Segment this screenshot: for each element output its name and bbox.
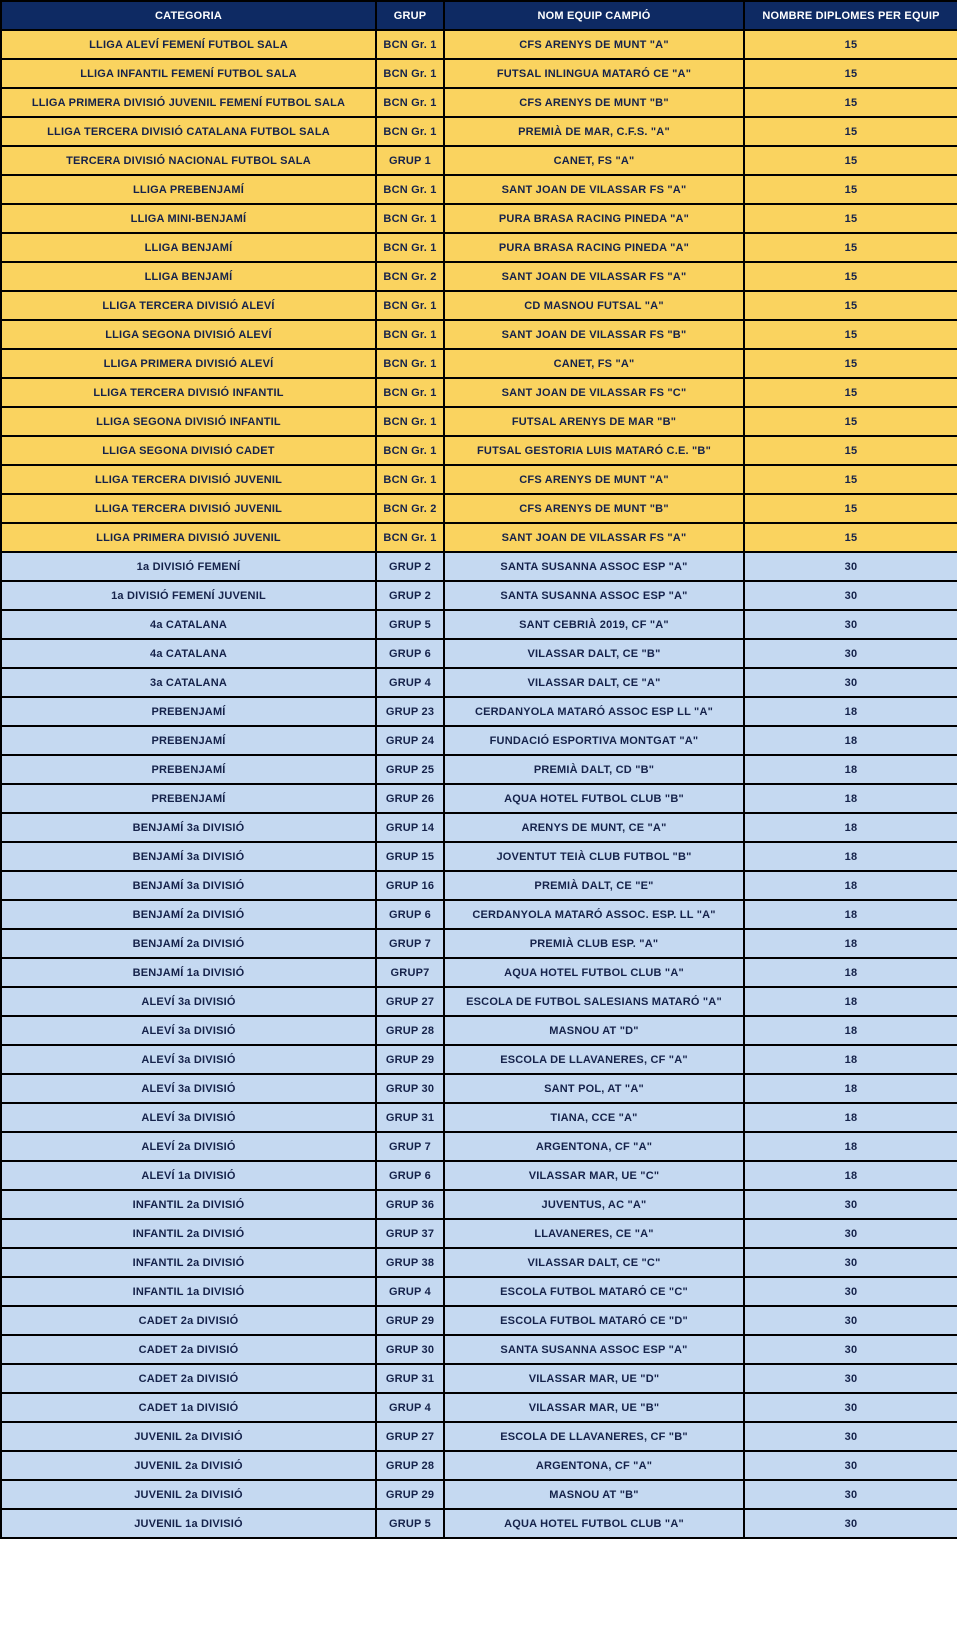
cell-categoria: INFANTIL 2a DIVISIÓ [1, 1190, 376, 1219]
cell-equip: SANTA SUSANNA ASSOC ESP "A" [444, 552, 744, 581]
cell-diplomes: 30 [744, 610, 957, 639]
table-row [1, 465, 957, 494]
cell-grup: BCN Gr. 1 [376, 204, 444, 233]
cell-categoria: LLIGA SEGONA DIVISIÓ CADET [1, 436, 376, 465]
cell-equip: SANTA SUSANNA ASSOC ESP "A" [444, 581, 744, 610]
cell-grup: BCN Gr. 2 [376, 262, 444, 291]
table-row [1, 436, 957, 465]
cell-categoria: 4a CATALANA [1, 610, 376, 639]
table-row [1, 1132, 957, 1161]
table-row [1, 581, 957, 610]
cell-grup: BCN Gr. 1 [376, 523, 444, 552]
table-row [1, 407, 957, 436]
cell-grup: GRUP 27 [376, 1422, 444, 1451]
cell-categoria: ALEVÍ 3a DIVISIÓ [1, 1016, 376, 1045]
cell-grup: GRUP 25 [376, 755, 444, 784]
table-row [1, 1161, 957, 1190]
cell-grup: BCN Gr. 1 [376, 349, 444, 378]
cell-equip: SANT JOAN DE VILASSAR FS "C" [444, 378, 744, 407]
table-row [1, 1364, 957, 1393]
table-row [1, 88, 957, 117]
cell-categoria: CADET 2a DIVISIÓ [1, 1306, 376, 1335]
cell-grup: BCN Gr. 1 [376, 117, 444, 146]
cell-equip: ARGENTONA, CF "A" [444, 1132, 744, 1161]
cell-diplomes: 15 [744, 378, 957, 407]
cell-diplomes: 18 [744, 1132, 957, 1161]
cell-equip: SANT JOAN DE VILASSAR FS "A" [444, 523, 744, 552]
cell-equip: MASNOU AT "B" [444, 1480, 744, 1509]
cell-diplomes: 18 [744, 987, 957, 1016]
cell-equip: CERDANYOLA MATARÓ ASSOC ESP LL "A" [444, 697, 744, 726]
cell-grup: GRUP 29 [376, 1480, 444, 1509]
column-header-nombre-diplomes: NOMBRE DIPLOMES PER EQUIP [744, 1, 957, 30]
cell-equip: JUVENTUS, AC "A" [444, 1190, 744, 1219]
cell-grup: GRUP 29 [376, 1306, 444, 1335]
table-row [1, 1306, 957, 1335]
cell-categoria: BENJAMÍ 2a DIVISIÓ [1, 900, 376, 929]
cell-equip: AQUA HOTEL FUTBOL CLUB "A" [444, 1509, 744, 1538]
cell-categoria: ALEVÍ 3a DIVISIÓ [1, 1045, 376, 1074]
cell-equip: JOVENTUT TEIÀ CLUB FUTBOL "B" [444, 842, 744, 871]
cell-categoria: ALEVÍ 3a DIVISIÓ [1, 1074, 376, 1103]
table-row [1, 1451, 957, 1480]
cell-diplomes: 15 [744, 175, 957, 204]
cell-diplomes: 30 [744, 639, 957, 668]
cell-grup: GRUP 31 [376, 1103, 444, 1132]
cell-grup: GRUP 6 [376, 1161, 444, 1190]
table-row [1, 59, 957, 88]
cell-equip: PREMIÀ CLUB ESP. "A" [444, 929, 744, 958]
table-row [1, 1074, 957, 1103]
table-row [1, 291, 957, 320]
cell-equip: VILASSAR MAR, UE "D" [444, 1364, 744, 1393]
cell-equip: FUNDACIÓ ESPORTIVA MONTGAT "A" [444, 726, 744, 755]
table-row [1, 639, 957, 668]
cell-equip: CANET, FS "A" [444, 146, 744, 175]
cell-diplomes: 18 [744, 900, 957, 929]
cell-diplomes: 15 [744, 436, 957, 465]
cell-grup: GRUP 28 [376, 1016, 444, 1045]
cell-diplomes: 30 [744, 1480, 957, 1509]
cell-grup: GRUP 38 [376, 1248, 444, 1277]
cell-diplomes: 30 [744, 1509, 957, 1538]
cell-diplomes: 18 [744, 958, 957, 987]
cell-diplomes: 30 [744, 552, 957, 581]
cell-grup: GRUP 4 [376, 1277, 444, 1306]
cell-grup: GRUP 30 [376, 1074, 444, 1103]
cell-equip: CFS ARENYS DE MUNT "B" [444, 494, 744, 523]
cell-diplomes: 30 [744, 1335, 957, 1364]
cell-equip: FUTSAL ARENYS DE MAR "B" [444, 407, 744, 436]
cell-categoria: INFANTIL 1a DIVISIÓ [1, 1277, 376, 1306]
cell-grup: BCN Gr. 1 [376, 465, 444, 494]
cell-diplomes: 30 [744, 668, 957, 697]
cell-categoria: BENJAMÍ 3a DIVISIÓ [1, 842, 376, 871]
column-header-grup: GRUP [376, 1, 444, 30]
column-header-categoria: CATEGORIA [1, 1, 376, 30]
cell-grup: GRUP 7 [376, 1132, 444, 1161]
cell-grup: GRUP 5 [376, 1509, 444, 1538]
table-row [1, 1190, 957, 1219]
cell-equip: ESCOLA DE FUTBOL SALESIANS MATARÓ "A" [444, 987, 744, 1016]
table-row [1, 1277, 957, 1306]
cell-categoria: LLIGA MINI-BENJAMÍ [1, 204, 376, 233]
cell-grup: GRUP 4 [376, 668, 444, 697]
cell-categoria: JUVENIL 2a DIVISIÓ [1, 1451, 376, 1480]
cell-grup: BCN Gr. 1 [376, 320, 444, 349]
cell-categoria: LLIGA ALEVÍ FEMENÍ FUTBOL SALA [1, 30, 376, 59]
cell-equip: SANT JOAN DE VILASSAR FS "B" [444, 320, 744, 349]
cell-grup: GRUP 5 [376, 610, 444, 639]
cell-categoria: LLIGA PREBENJAMÍ [1, 175, 376, 204]
cell-grup: GRUP 7 [376, 929, 444, 958]
table-row [1, 233, 957, 262]
cell-grup: BCN Gr. 1 [376, 407, 444, 436]
cell-categoria: ALEVÍ 1a DIVISIÓ [1, 1161, 376, 1190]
table-row [1, 900, 957, 929]
cell-diplomes: 30 [744, 1422, 957, 1451]
cell-diplomes: 18 [744, 1161, 957, 1190]
cell-equip: SANT JOAN DE VILASSAR FS "A" [444, 175, 744, 204]
cell-categoria: INFANTIL 2a DIVISIÓ [1, 1248, 376, 1277]
cell-grup: GRUP 1 [376, 146, 444, 175]
table-row [1, 755, 957, 784]
cell-diplomes: 15 [744, 30, 957, 59]
table-row [1, 987, 957, 1016]
table-row [1, 784, 957, 813]
cell-equip: FUTSAL INLINGUA MATARÓ CE "A" [444, 59, 744, 88]
cell-categoria: CADET 2a DIVISIÓ [1, 1364, 376, 1393]
cell-grup: BCN Gr. 1 [376, 30, 444, 59]
cell-diplomes: 30 [744, 1393, 957, 1422]
table-row [1, 668, 957, 697]
table-row [1, 1335, 957, 1364]
cell-categoria: LLIGA TERCERA DIVISIÓ JUVENIL [1, 494, 376, 523]
cell-diplomes: 30 [744, 1364, 957, 1393]
cell-grup: GRUP 31 [376, 1364, 444, 1393]
cell-equip: AQUA HOTEL FUTBOL CLUB "B" [444, 784, 744, 813]
cell-categoria: LLIGA TERCERA DIVISIÓ ALEVÍ [1, 291, 376, 320]
cell-grup: GRUP 4 [376, 1393, 444, 1422]
table-row [1, 1219, 957, 1248]
table-body [1, 30, 957, 1538]
cell-grup: GRUP 2 [376, 581, 444, 610]
cell-categoria: BENJAMÍ 2a DIVISIÓ [1, 929, 376, 958]
cell-equip: VILASSAR DALT, CE "B" [444, 639, 744, 668]
cell-categoria: INFANTIL 2a DIVISIÓ [1, 1219, 376, 1248]
table-row [1, 494, 957, 523]
cell-diplomes: 30 [744, 581, 957, 610]
cell-grup: BCN Gr. 1 [376, 175, 444, 204]
cell-grup: BCN Gr. 1 [376, 436, 444, 465]
cell-diplomes: 18 [744, 871, 957, 900]
cell-categoria: ALEVÍ 3a DIVISIÓ [1, 1103, 376, 1132]
cell-diplomes: 15 [744, 146, 957, 175]
cell-diplomes: 18 [744, 813, 957, 842]
cell-diplomes: 15 [744, 59, 957, 88]
cell-equip: FUTSAL GESTORIA LUIS MATARÓ C.E. "B" [444, 436, 744, 465]
cell-equip: CFS ARENYS DE MUNT "A" [444, 465, 744, 494]
cell-categoria: BENJAMÍ 3a DIVISIÓ [1, 871, 376, 900]
cell-equip: VILASSAR MAR, UE "B" [444, 1393, 744, 1422]
table-row [1, 175, 957, 204]
cell-equip: CERDANYOLA MATARÓ ASSOC. ESP. LL "A" [444, 900, 744, 929]
cell-diplomes: 15 [744, 88, 957, 117]
cell-categoria: 3a CATALANA [1, 668, 376, 697]
cell-equip: PURA BRASA RACING PINEDA "A" [444, 204, 744, 233]
cell-grup: GRUP 24 [376, 726, 444, 755]
cell-equip: VILASSAR DALT, CE "C" [444, 1248, 744, 1277]
cell-grup: BCN Gr. 1 [376, 59, 444, 88]
cell-grup: BCN Gr. 1 [376, 378, 444, 407]
header-row [1, 1, 957, 30]
cell-categoria: LLIGA TERCERA DIVISIÓ INFANTIL [1, 378, 376, 407]
table-row [1, 1103, 957, 1132]
cell-categoria: LLIGA BENJAMÍ [1, 262, 376, 291]
cell-categoria: JUVENIL 1a DIVISIÓ [1, 1509, 376, 1538]
cell-equip: AQUA HOTEL FUTBOL CLUB "A" [444, 958, 744, 987]
table-row [1, 552, 957, 581]
cell-equip: TIANA, CCE "A" [444, 1103, 744, 1132]
cell-grup: GRUP 6 [376, 900, 444, 929]
cell-diplomes: 30 [744, 1219, 957, 1248]
cell-grup: GRUP7 [376, 958, 444, 987]
cell-equip: MASNOU AT "D" [444, 1016, 744, 1045]
table-row [1, 378, 957, 407]
cell-equip: PREMIÀ DE MAR, C.F.S. "A" [444, 117, 744, 146]
cell-diplomes: 18 [744, 697, 957, 726]
cell-equip: CANET, FS "A" [444, 349, 744, 378]
cell-diplomes: 15 [744, 117, 957, 146]
table-row [1, 1016, 957, 1045]
cell-diplomes: 15 [744, 204, 957, 233]
cell-equip: PURA BRASA RACING PINEDA "A" [444, 233, 744, 262]
cell-grup: GRUP 37 [376, 1219, 444, 1248]
table-row [1, 697, 957, 726]
cell-grup: GRUP 30 [376, 1335, 444, 1364]
table-row [1, 958, 957, 987]
cell-diplomes: 30 [744, 1190, 957, 1219]
cell-categoria: LLIGA INFANTIL FEMENÍ FUTBOL SALA [1, 59, 376, 88]
cell-grup: GRUP 36 [376, 1190, 444, 1219]
cell-categoria: 4a CATALANA [1, 639, 376, 668]
cell-grup: GRUP 23 [376, 697, 444, 726]
cell-diplomes: 30 [744, 1248, 957, 1277]
cell-categoria: TERCERA DIVISIÓ NACIONAL FUTBOL SALA [1, 146, 376, 175]
table-row [1, 117, 957, 146]
cell-equip: ESCOLA FUTBOL MATARÓ CE "D" [444, 1306, 744, 1335]
cell-categoria: ALEVÍ 3a DIVISIÓ [1, 987, 376, 1016]
cell-categoria: PREBENJAMÍ [1, 697, 376, 726]
table-row [1, 523, 957, 552]
cell-equip: PREMIÀ DALT, CE "E" [444, 871, 744, 900]
cell-diplomes: 18 [744, 726, 957, 755]
cell-equip: ESCOLA DE LLAVANERES, CF "A" [444, 1045, 744, 1074]
table-row [1, 1393, 957, 1422]
cell-equip: ESCOLA FUTBOL MATARÓ CE "C" [444, 1277, 744, 1306]
cell-equip: SANT POL, AT "A" [444, 1074, 744, 1103]
cell-equip: SANTA SUSANNA ASSOC ESP "A" [444, 1335, 744, 1364]
cell-categoria: LLIGA TERCERA DIVISIÓ CATALANA FUTBOL SALA [1, 117, 376, 146]
cell-categoria: LLIGA SEGONA DIVISIÓ ALEVÍ [1, 320, 376, 349]
cell-grup: GRUP 6 [376, 639, 444, 668]
cell-categoria: LLIGA SEGONA DIVISIÓ INFANTIL [1, 407, 376, 436]
cell-equip: ARENYS DE MUNT, CE "A" [444, 813, 744, 842]
cell-diplomes: 18 [744, 1103, 957, 1132]
cell-equip: LLAVANERES, CE "A" [444, 1219, 744, 1248]
table-row [1, 1480, 957, 1509]
cell-categoria: LLIGA BENJAMÍ [1, 233, 376, 262]
cell-categoria: JUVENIL 2a DIVISIÓ [1, 1480, 376, 1509]
cell-diplomes: 15 [744, 233, 957, 262]
cell-categoria: 1a DIVISIÓ FEMENÍ JUVENIL [1, 581, 376, 610]
table-row [1, 320, 957, 349]
cell-diplomes: 15 [744, 262, 957, 291]
table-row [1, 871, 957, 900]
table-row [1, 813, 957, 842]
table-row [1, 726, 957, 755]
cell-categoria: CADET 2a DIVISIÓ [1, 1335, 376, 1364]
cell-categoria: PREBENJAMÍ [1, 726, 376, 755]
cell-grup: GRUP 28 [376, 1451, 444, 1480]
table-row [1, 262, 957, 291]
cell-diplomes: 18 [744, 1045, 957, 1074]
cell-equip: VILASSAR MAR, UE "C" [444, 1161, 744, 1190]
cell-categoria: ALEVÍ 2a DIVISIÓ [1, 1132, 376, 1161]
cell-categoria: PREBENJAMÍ [1, 755, 376, 784]
cell-categoria: CADET 1a DIVISIÓ [1, 1393, 376, 1422]
table-row [1, 204, 957, 233]
cell-diplomes: 15 [744, 349, 957, 378]
cell-grup: GRUP 26 [376, 784, 444, 813]
cell-diplomes: 30 [744, 1451, 957, 1480]
table-row [1, 842, 957, 871]
cell-diplomes: 18 [744, 842, 957, 871]
table-row [1, 1509, 957, 1538]
cell-equip: CD MASNOU FUTSAL "A" [444, 291, 744, 320]
cell-equip: CFS ARENYS DE MUNT "B" [444, 88, 744, 117]
cell-categoria: BENJAMÍ 3a DIVISIÓ [1, 813, 376, 842]
cell-grup: GRUP 2 [376, 552, 444, 581]
cell-grup: GRUP 29 [376, 1045, 444, 1074]
cell-categoria: PREBENJAMÍ [1, 784, 376, 813]
cell-diplomes: 18 [744, 784, 957, 813]
cell-diplomes: 18 [744, 1016, 957, 1045]
table-row [1, 1248, 957, 1277]
table-row [1, 929, 957, 958]
cell-equip: PREMIÀ DALT, CD "B" [444, 755, 744, 784]
cell-diplomes: 30 [744, 1277, 957, 1306]
cell-diplomes: 15 [744, 407, 957, 436]
cell-diplomes: 18 [744, 755, 957, 784]
table-row [1, 1045, 957, 1074]
cell-grup: BCN Gr. 1 [376, 233, 444, 262]
cell-categoria: LLIGA PRIMERA DIVISIÓ ALEVÍ [1, 349, 376, 378]
cell-categoria: JUVENIL 2a DIVISIÓ [1, 1422, 376, 1451]
cell-categoria: 1a DIVISIÓ FEMENÍ [1, 552, 376, 581]
cell-grup: BCN Gr. 1 [376, 88, 444, 117]
cell-diplomes: 15 [744, 523, 957, 552]
cell-grup: GRUP 15 [376, 842, 444, 871]
table-row [1, 146, 957, 175]
cell-equip: CFS ARENYS DE MUNT "A" [444, 30, 744, 59]
table-row [1, 1422, 957, 1451]
cell-grup: BCN Gr. 1 [376, 291, 444, 320]
cell-equip: ESCOLA DE LLAVANERES, CF "B" [444, 1422, 744, 1451]
cell-categoria: LLIGA PRIMERA DIVISIÓ JUVENIL [1, 523, 376, 552]
cell-grup: GRUP 14 [376, 813, 444, 842]
column-header-nom-equip-campio: NOM EQUIP CAMPIÓ [444, 1, 744, 30]
cell-diplomes: 15 [744, 494, 957, 523]
cell-grup: BCN Gr. 2 [376, 494, 444, 523]
cell-diplomes: 18 [744, 929, 957, 958]
cell-categoria: LLIGA PRIMERA DIVISIÓ JUVENIL FEMENÍ FUTBOL SALA [1, 88, 376, 117]
cell-equip: SANT JOAN DE VILASSAR FS "A" [444, 262, 744, 291]
table-row [1, 349, 957, 378]
cell-categoria: LLIGA TERCERA DIVISIÓ JUVENIL [1, 465, 376, 494]
cell-equip: VILASSAR DALT, CE "A" [444, 668, 744, 697]
cell-equip: ARGENTONA, CF "A" [444, 1451, 744, 1480]
cell-categoria: BENJAMÍ 1a DIVISIÓ [1, 958, 376, 987]
cell-grup: GRUP 27 [376, 987, 444, 1016]
cell-diplomes: 30 [744, 1306, 957, 1335]
cell-equip: SANT CEBRIÀ 2019, CF "A" [444, 610, 744, 639]
table-row [1, 30, 957, 59]
cell-diplomes: 15 [744, 465, 957, 494]
cell-diplomes: 15 [744, 320, 957, 349]
table-row [1, 610, 957, 639]
cell-grup: GRUP 16 [376, 871, 444, 900]
cell-diplomes: 15 [744, 291, 957, 320]
cell-diplomes: 18 [744, 1074, 957, 1103]
